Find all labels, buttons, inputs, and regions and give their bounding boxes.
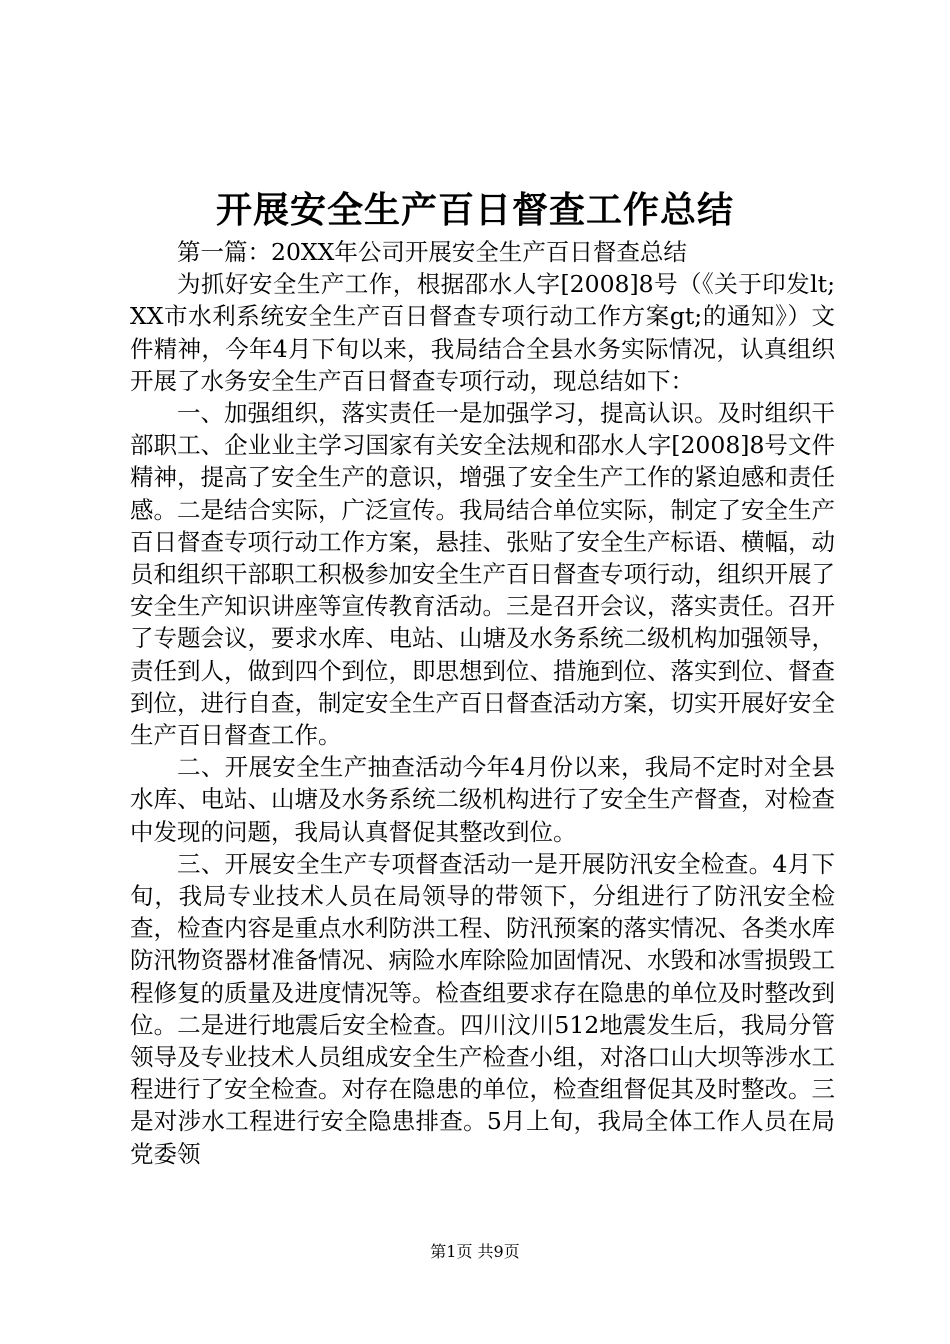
page-footer: 第1页 共9页 bbox=[430, 1242, 520, 1261]
paragraph: 第一篇：20XX年公司开展安全生产百日督查总结 bbox=[177, 238, 687, 266]
paragraph: 一、加强组织，落实责任一是加强学习，提高认识。及时组织干部职工、企业业主学习国家有关安全法规和邵水人字[2008]8号文件精神，提高了安全生产的意识，增强了安全生产工作的紧迫感和责任感。二是结合实际，广泛宣传。我局结合单位实际，制定了安全生产百日督查专项行动工作方案，悬挂、张贴了安全生产标语、横幅，动员和组织干部职工积极参加安全生产百日督查专项行动，组织开展了安全生产知识讲座等宣传教育活动。三是召开会议，落实责任。召开了专题会议，要求水库、电站、山塘及水务系统二级机构加强领导，责任到人，做到四个到位，即思想到位、措施到位、落实到位、督查到位，进行自查，制定安全生产百日督查活动方案，切实开展好安全生产百日督查工作。 bbox=[130, 399, 835, 750]
document-body bbox=[130, 236, 835, 1170]
paragraph: 三、开展安全生产专项督查活动一是开展防汛安全检查。4月下旬，我局专业技术人员在局领导的带领下，分组进行了防汛安全检查，检查内容是重点水利防洪工程、防汛预案的落实情况、各类水库防汛物资器材准备情况、病险水库除险加固情况、水毁和冰雪损毁工程修复的质量及进度情况等。检查组要求存在隐患的单位及时整改到位。二是进行地震后安全检查。四川汶川512地震发生后，我局分管领导及专业技术人员组成安全生产检查小组，对洛口山大坝等涉水工程进行了安全检查。对存在隐患的单位，检查组督促其及时整改。三是对涉水工程进行安全隐患排查。5月上旬，我局全体工作人员在局党委领 bbox=[130, 849, 835, 1168]
page-title: 开展安全生产百日督查工作总结 bbox=[215, 189, 734, 231]
paragraph: 二、开展安全生产抽查活动今年4月份以来，我局不定时对全县水库、电站、山塘及水务系统二级机构进行了安全生产督查，对检查中发现的问题，我局认真督促其整改到位。 bbox=[130, 753, 835, 846]
paragraph: 为抓好安全生产工作，根据邵水人字[2008]8号（《关于印发lt;XX市水利系统安全生产百日督查专项行动工作方案gt;的通知》）文件精神，今年4月下旬以来，我局结合全县水务实际情况，认真组织开展了水务安全生产百日督查专项行动，现总结如下： bbox=[130, 270, 835, 395]
